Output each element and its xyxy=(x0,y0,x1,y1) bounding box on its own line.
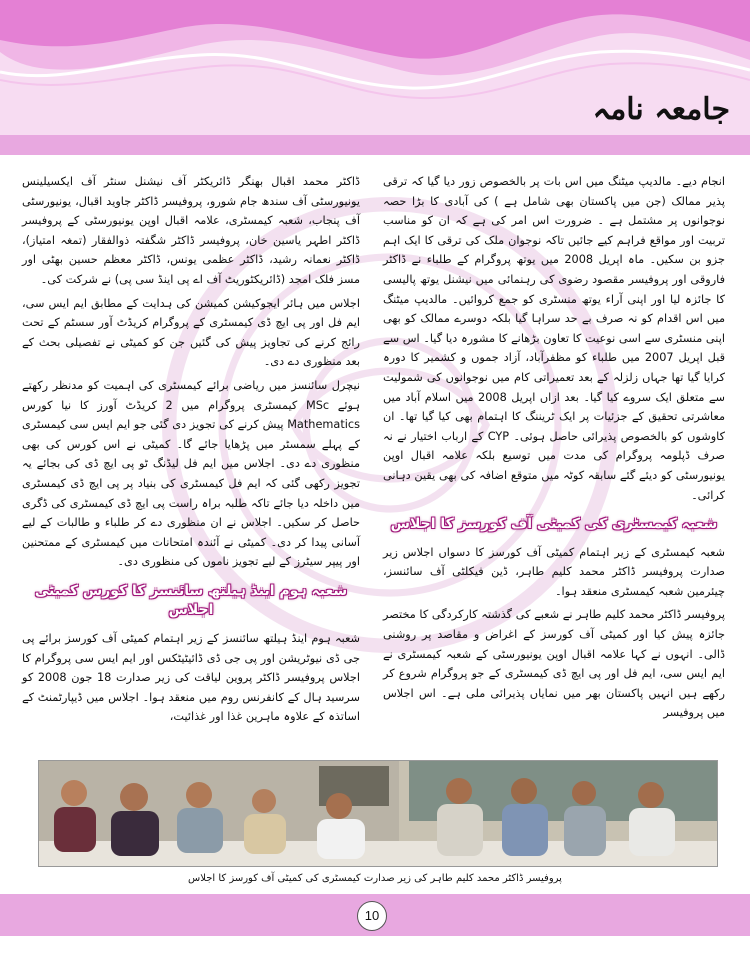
top-accent-bar xyxy=(0,135,750,155)
right-column xyxy=(383,172,725,727)
photo-caption: پروفیسر ڈاکٹر محمد کلیم طاہر کی زیر صدارت کیمسٹری کی کمیٹی آف کورسز کا اجلاس xyxy=(188,873,562,884)
chemistry-committee-heading: شعبہ کیمسٹری کی کمیٹی آف کورسز کا اجلاس xyxy=(390,516,718,533)
right-paragraph-2: شعبہ کیمسٹری کے زیر اہتمام کمیٹی آف کورسز کا دسواں اجلاس زیر صدارت پروفیسر ڈاکٹر محمد کلیم طاہر، ڈین فیکلٹی آف سائنسز، چیئرمین شعبہ کیمسٹری منعقد ہوا۔ xyxy=(383,545,725,598)
home-health-committee-heading: شعبہ ہوم اینڈ ہیلتھ سائنسز کا کورس کمیٹی اجلاس xyxy=(34,582,348,619)
left-paragraph-2: اجلاس میں ہائر ایجوکیشن کمیشن کی ہدایت کے مطابق ایم ایس سی، ایم فل اور پی ایچ ڈی کیمسٹری کے پروگرام کریڈٹ آور سسٹم کے تحت رائج کرنے کی تجاویز پیش کی گئیں جن کو کمیٹی نے تفصیلی بحث کے بعد منظوری دے دی۔ xyxy=(22,296,360,369)
left-paragraph-3: نیچرل سائنسز میں ریاضی برائے کیمسٹری کی اہمیت کو مدنظر رکھتے ہوئے MSc کیمسٹری پروگرام میں 2 کریڈٹ آورز کا نیا کورس Mathematics پیش کرنے کی تجویز دی گئی جو ایم ایس سی کیمسٹری کے پہلے سمسٹر میں پڑھایا جائے گا۔ کمیٹی نے اس کورس کی بھی منظوری دے دی۔ اجلاس میں ایم فل لیڈنگ ٹو پی ایچ ڈی کی بجائے یہ تجویز رکھی گئی کہ ایم فل کیمسٹری کی بنیاد پر پی ایچ ڈی کیمسٹری میں داخلہ دیا جائے تاکہ طلبہ براہ راست پی ایچ ڈی کیمسٹری کی ڈگری حاصل کر سکیں۔ اجلاس نے ان منظوری دے کر طلباء و طالبات کے لیے آسانی پیدا کر دی۔ کمیٹی نے آئندہ امتحانات میں کیمسٹری کے ممتحنین اور پیپر سیٹرز کے لیے تجویز ناموں کی منظوری دی۔ xyxy=(22,378,360,569)
left-paragraph-1: ڈاکٹر محمد اقبال بھنگر ڈائریکٹر آف نیشنل سنٹر آف ایکسیلینس یونیورسٹی آف سندھ جام شورو، پروفیسر ڈاکٹر جاوید اقبال، یونیورسٹی آف پنجاب، شعبہ کیمسٹری، علامہ اقبال اوپن یونیورسٹی کے پروفیسر ڈاکٹر اطہر یاسین خان، پروفیسر ڈاکٹر شگفتہ ذوالفقار (تمغہ امتیاز)، ڈاکٹر نعمانہ رشید، ڈاکٹر عظمی یونس، ڈاکٹر معظم حسین بھٹی اور مسز فلک امجد (ڈائریکٹوریٹ آف اے پی اینڈ سی پی) نے شرکت کی۔ xyxy=(22,175,360,286)
committee-meeting-photo xyxy=(38,760,718,867)
right-paragraph-3: پروفیسر ڈاکٹر محمد کلیم طاہر نے شعبے کی گذشتہ کارکردگی کا مختصر جائزہ پیش کیا اور کمیٹی آف کورسز کے اغراض و مقاصد پر روشنی ڈالی۔ انہوں نے کہا علامہ اقبال اوپن یونیورسٹی کے شعبہ کیمسٹری نے ایم ایس سی، ایم فل اور پی ایچ ڈی کیمسٹری کے جو پروگرام شروع کر رکھے ہیں انہیں پاکستان بھر میں نمایاں پذیرائی ملی ہے۔ اس اجلاس میں پروفیسر xyxy=(383,608,725,720)
left-column xyxy=(22,172,360,731)
masthead-title: جامعہ نامہ xyxy=(592,92,730,127)
left-paragraph-4: شعبہ ہوم اینڈ ہیلتھ سائنسز کے زیر اہتمام کمیٹی آف کورسز برائے پی جی ڈی نیوٹریشن اور پی جی ڈی ڈائیٹیٹکس اور ایم ایس سی پروگرام کا اجلاس پروفیسر ڈاکٹر پروین لیاقت کی زیر صدارت 18 جون 2008 کو سرسید ہال کے کانفرنس روم میں منعقد ہوا۔ اجلاس میں ڈیپارٹمنٹ کے اساتذہ کے علاوہ ماہرین غذا اور غذائیت، xyxy=(22,632,360,724)
right-paragraph-1: انجام دیے۔ مالدیپ میٹنگ میں اس بات پر بالخصوص زور دیا گیا کہ ترقی پذیر ممالک (جن میں پاکستان بھی شامل ہے ) کی آبادی کا بڑا حصہ نوجوانوں پر مشتمل ہے ۔ ضرورت اس امر کی ہے کہ ان کو مناسب تربیت اور مواقع فراہم کیے جائیں تاکہ نوجوان ملک کی ترقی کا ایک اہم جزو بن سکیں۔ ماہ اپریل 2008 میں یوتھ پروگرام کے طلباء نے ڈاکٹر فاروقی اور پروفیسر مقصود رضوی کی رہنمائی میں نیشنل یوتھ پالیسی کا جائزہ لیا اور اپنی آراء یوتھ منسٹری کو جمع کروائیں۔ مالدیپ میٹنگ میں اس اقدام کو نہ صرف بے حد سراہا گیا بلکہ دوسرے ممالک کو بھی اپنی منسٹری سے اسی نوعیت کا تعاون بڑھانے کا مشورہ دیا گیا۔ اس سے قبل اپریل 2007 میں طلباء کو مظفرآباد، آزاد جموں و کشمیر کا دورہ کرایا گیا تھا جہاں زلزلہ کے بعد تعمیراتی کام میں نوجوانوں کی شمولیت سے متعلق ایک سروے کیا گیا۔ بعد ازاں اپریل 2008 میں اسلام آباد میں معاشرتی تحقیق کے جزئیات پر ایک ٹریننگ کا اہتمام بھی کیا گیا تھا۔ ان کاوشوں کو بالخصوص پذیرائی حاصل ہوئی۔ CYP کے ارباب اختیار نے نہ صرف ڈپلومہ پروگرام کی مدت میں توسیع بلکہ علامہ اقبال اوپن یونیورسٹی کو دیئے گئے سابقہ کوٹہ میں متوقع اضافہ کی بھی یقین دہانی کرائی۔ xyxy=(383,175,725,502)
page-number: 10 xyxy=(357,901,387,931)
